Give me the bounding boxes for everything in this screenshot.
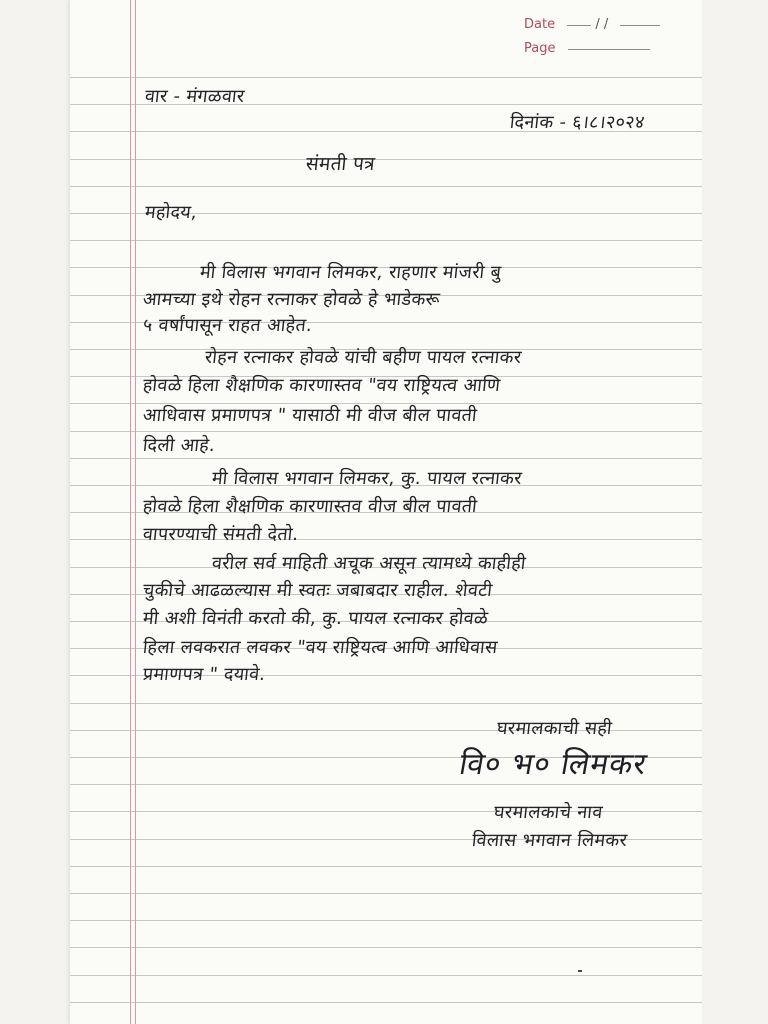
ruled-line	[70, 811, 702, 812]
body-line: प्रमाणपत्र " दयावे.	[141, 664, 267, 685]
salutation: महोदय,	[143, 202, 199, 223]
ruled-line	[70, 784, 702, 785]
body-line: चुकीचे आढळल्यास मी स्वतः जबाबदार राहील. शेवटी	[141, 580, 494, 601]
page-field	[524, 41, 650, 56]
body-line: रोहन रत्नाकर होवळे यांची बहीण पायल रत्नाकर	[203, 347, 523, 368]
letter-title: संमती पत्र	[304, 153, 377, 175]
owner-name-label: घरमालकाचे नाव	[492, 802, 604, 823]
body-line: हिला लवकरात लवकर "वय राष्ट्रियत्व आणि आधिवास	[141, 637, 499, 658]
signature-label: घरमालकाची सही	[495, 718, 614, 739]
signature: वि० भ० लिमकर	[456, 747, 650, 782]
ruled-line	[70, 240, 702, 241]
margin-line-left	[130, 0, 131, 1024]
ruled-line	[70, 703, 702, 704]
date-line: दिनांक - ६।८।२०२४	[508, 112, 646, 133]
body-line: आधिवास प्रमाणपत्र " यासाठी मी वीज बील पावती	[141, 405, 479, 426]
body-line: दिली आहे.	[141, 435, 217, 456]
date-label: Date	[524, 17, 556, 32]
ruled-line	[70, 159, 702, 160]
owner-name: विलास भगवान लिमकर	[470, 830, 629, 851]
body-line: मी अशी विनंती करतो की, कु. पायल रत्नाकर होवळे	[141, 608, 490, 629]
ruled-line	[70, 920, 702, 921]
ruled-line	[70, 458, 702, 459]
date-field	[524, 17, 660, 32]
ruled-line	[70, 893, 702, 894]
body-line: मी विलास भगवान लिमकर, राहणार मांजरी बु	[198, 262, 503, 283]
ruled-line	[70, 1002, 702, 1003]
ruled-line	[70, 77, 702, 78]
ink-dot	[578, 970, 582, 972]
ruled-line	[70, 947, 702, 948]
body-line: होवळे हिला शैक्षणिक कारणास्तव वीज बील पावती	[141, 496, 479, 517]
body-line: वापरण्याची संमती देतो.	[141, 524, 300, 545]
body-line: आमच्या इथे रोहन रत्नाकर होवळे हे भाडेकरू	[141, 289, 442, 310]
ruled-line	[70, 866, 702, 867]
ruled-line	[70, 431, 702, 432]
body-line: मी विलास भगवान लिमकर, कु. पायल रत्नाकर	[210, 468, 524, 489]
ruled-line	[70, 975, 702, 976]
ruled-line	[70, 186, 702, 187]
margin-line-right	[135, 0, 136, 1024]
day-line: वार - मंगळवार	[143, 86, 246, 107]
body-line: ५ वर्षांपासून राहत आहेत.	[141, 315, 314, 336]
body-line: वरील सर्व माहिती अचूक असून त्यामध्ये काहीही	[210, 553, 527, 574]
page-label: Page	[524, 41, 556, 56]
body-line: होवळे हिला शैक्षणिक कारणास्तव "वय राष्ट्रियत्व आणि	[141, 375, 502, 396]
date-slashes: / /	[595, 17, 609, 32]
